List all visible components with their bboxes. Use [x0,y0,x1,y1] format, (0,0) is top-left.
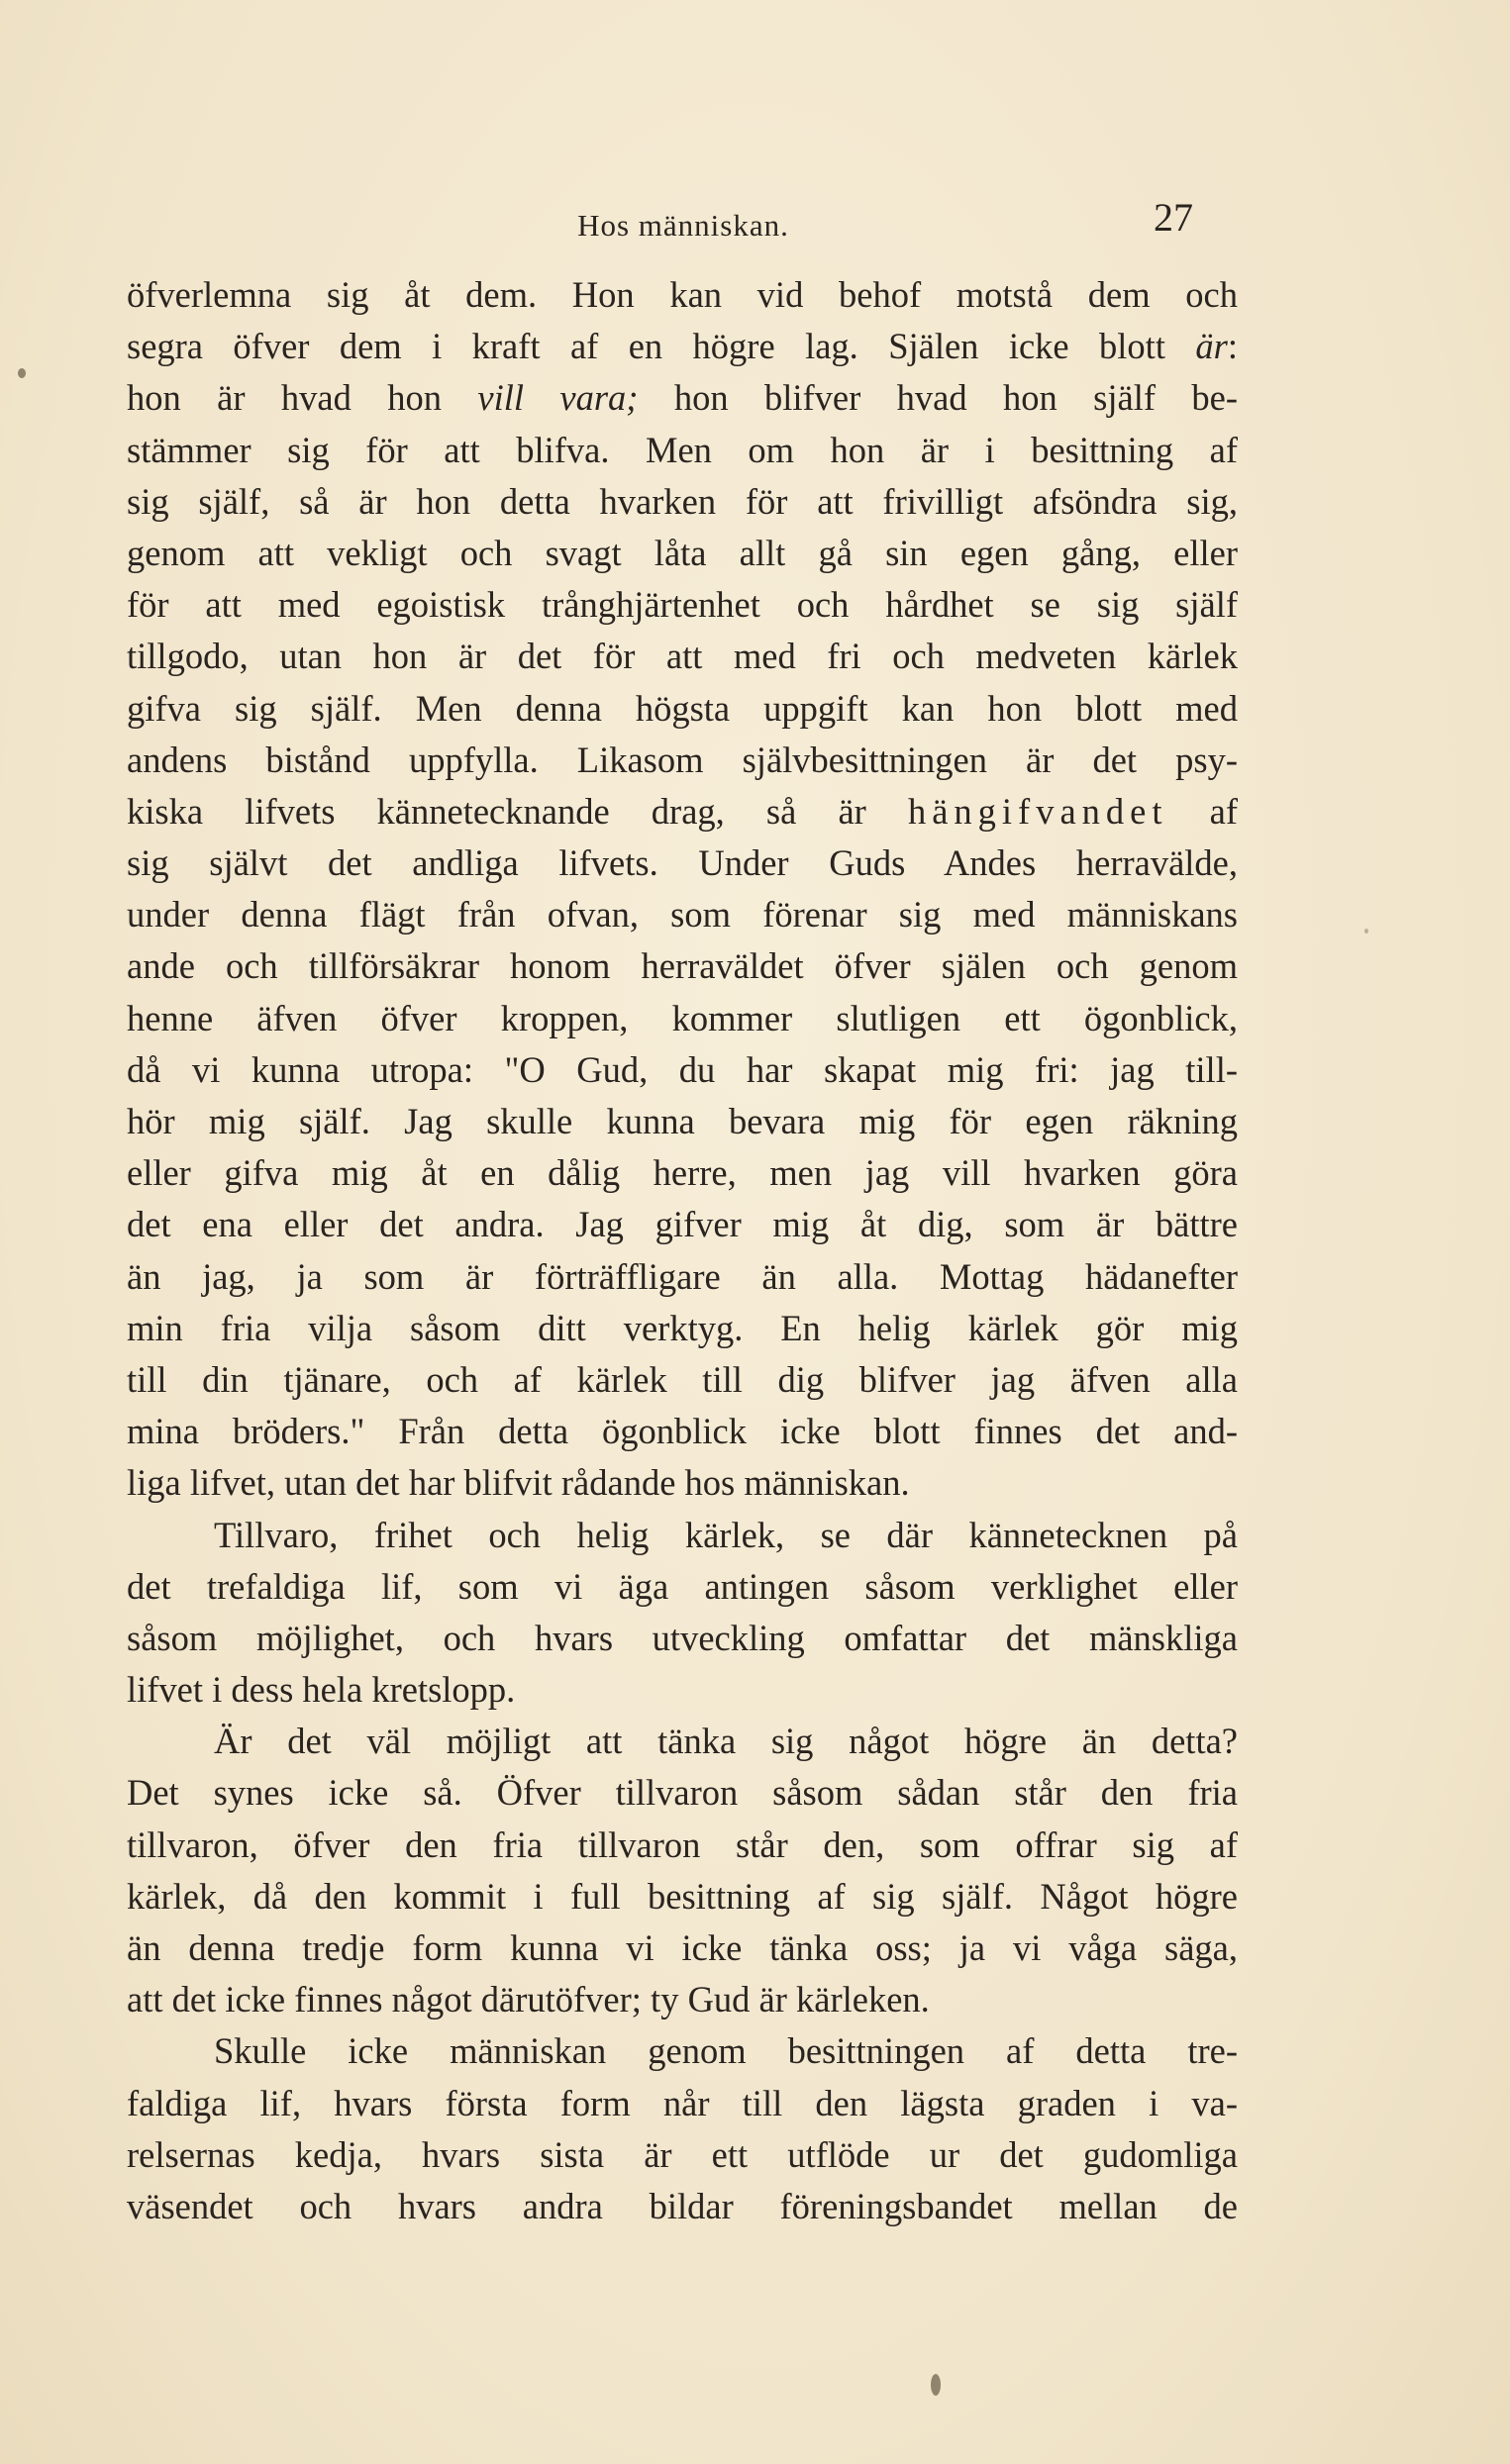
text-run: lifvet i dess hela kretslopp. [127,1669,516,1711]
text-run: för att med egoistisk trånghjärtenhet och hårdhet se sig själf [127,584,1238,626]
text-run: det ena eller det andra. Jag gifver mig åt dig, som är bättre [127,1204,1238,1245]
text-run: min fria vilja såsom ditt verktyg. En helig kärlek gör mig [127,1307,1238,1348]
text-run: ande och tillförsäkrar honom herraväldet öfver själen och genom [127,945,1238,987]
text-line [127,1457,1238,1509]
text-run: Det synes icke så. Öfver tillvaron såsom sådan står den fria [127,1772,1238,1814]
text-run: under denna flägt från ofvan, som förenar sig med människans [127,894,1238,936]
text-line [127,528,1238,579]
text-run: Är det väl möjligt att tänka sig något högre än detta? [214,1721,1238,1762]
text-run: henne äfven öfver kroppen, kommer slutligen ett ögonblick, [127,997,1238,1038]
text-line [127,1199,1238,1250]
text-line [127,838,1238,889]
text-line [127,1922,1238,1974]
text-line [127,1561,1238,1613]
text-run: väsendet och hvars andra bildar föreningsbandet mellan de [127,2185,1238,2226]
text-run: andens bistånd uppfylla. Likasom självbesittningen är det psy- [127,739,1238,780]
text-run: tillgodo, utan hon är det för att med fri och medveten kärlek [127,636,1238,677]
text-line [127,2025,1238,2077]
text-run: kärlek, då den kommit i full besittning af sig själf. Något högre [127,1875,1238,1917]
text-line [127,1096,1238,1147]
text-run: än jag, ja som är förträffligare än alla. Mottag hädanefter [127,1255,1238,1297]
text-run: gifva sig själf. Men denna högsta uppgift kan hon blott med [127,687,1238,729]
text-run: af [1167,790,1238,832]
text-run: tillvaron, öfver den fria tillvaron står den, som offrar sig af [127,1823,1238,1865]
running-head [129,194,1238,244]
text-line [127,1251,1238,1303]
ink-speck [1364,929,1368,934]
italic-run: vill vara; [477,377,639,419]
text-run: kiska lifvets kännetecknande drag, så är [127,790,908,832]
ink-speck [18,368,26,378]
text-run: hon blifver hvad hon själf be- [638,377,1238,419]
text-line [127,579,1238,631]
text-run: Tillvaro, frihet och helig kärlek, se där kännetecknen på [214,1514,1238,1555]
text-line [127,1510,1238,1561]
text-line [127,1044,1238,1096]
text-line [127,1664,1238,1716]
text-run: genom att vekligt och svagt låta allt gå sin egen gång, eller [127,532,1238,573]
text-run: eller gifva mig åt en dålig herre, men jag vill hvarken göra [127,1152,1238,1194]
text-line [127,1767,1238,1819]
text-line [127,683,1238,735]
text-line [127,321,1238,372]
text-line [127,1303,1238,1354]
text-line [127,476,1238,528]
text-line [127,1147,1238,1199]
text-line [127,269,1238,321]
running-title: Hos människan. [577,208,789,243]
text-line [127,1613,1238,1664]
text-run: då vi kunna utropa: "O Gud, du har skapat mig fri: jag till- [127,1048,1238,1090]
text-run: sig själf, så är hon detta hvarken för att frivilligt afsöndra sig, [127,480,1238,522]
text-line [127,2078,1238,2129]
text-line [127,1871,1238,1922]
text-line [127,1974,1238,2025]
text-run: segra öfver dem i kraft af en högre lag. Själen icke blott [127,326,1196,367]
text-line [127,372,1238,424]
body-text [127,269,1238,2232]
text-line [127,1820,1238,1871]
spaced-run: hängifvandet [907,790,1168,832]
text-run: hon är hvad hon [127,377,478,419]
text-run: sig självt det andliga lifvets. Under Guds Andes herravälde, [127,842,1238,884]
text-run: hör mig själf. Jag skulle kunna bevara mig för egen räkning [127,1101,1238,1141]
text-line [127,889,1238,940]
text-line [127,631,1238,682]
page-number: 27 [1154,195,1193,240]
text-run: Skulle icke människan genom besittningen af detta tre- [214,2030,1238,2072]
text-run: : [1227,326,1238,367]
text-line [127,1354,1238,1406]
text-run: mina bröders." Från detta ögonblick icke blott finnes det and- [127,1411,1238,1452]
text-line [127,425,1238,476]
text-run: än denna tredje form kunna vi icke tänka oss; ja vi våga säga, [127,1927,1238,1968]
text-line [127,2181,1238,2232]
text-line [127,1406,1238,1457]
text-run: relsernas kedja, hvars sista är ett utflöde ur det gudomliga [127,2133,1238,2175]
text-run: såsom möjlighet, och hvars utveckling omfattar det mänskliga [127,1617,1238,1658]
text-line [127,940,1238,992]
text-line [127,2129,1238,2181]
text-line [127,786,1238,838]
text-line [127,735,1238,786]
text-run: faldiga lif, hvars första form når till den lägsta graden i va- [127,2082,1238,2123]
text-line [127,1716,1238,1767]
text-line [127,993,1238,1044]
italic-run: är [1195,326,1228,367]
text-run: öfverlemna sig åt dem. Hon kan vid behof motstå dem och [127,274,1238,315]
text-run: liga lifvet, utan det har blifvit rådande hos människan. [127,1462,910,1504]
text-run: att det icke finnes något därutöfver; ty Gud är kärleken. [127,1979,930,2020]
text-run: stämmer sig för att blifva. Men om hon är i besittning af [127,429,1238,470]
ink-speck [931,2374,941,2396]
text-run: det trefaldiga lif, som vi äga antingen såsom verklighet eller [127,1565,1238,1607]
text-run: till din tjänare, och af kärlek till dig blifver jag äfven alla [127,1358,1238,1400]
